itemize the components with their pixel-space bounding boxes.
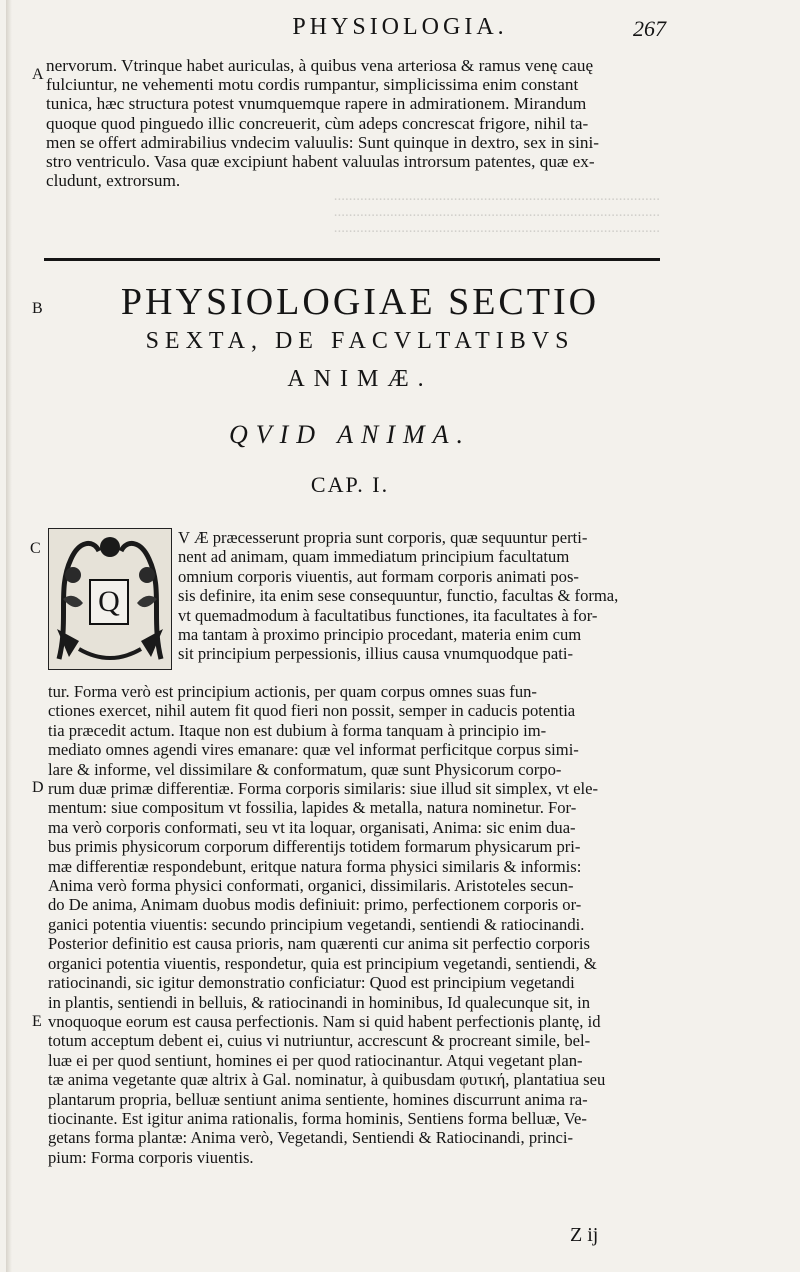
text-line: stro ventriculo. Vasa quæ excipiunt habent valuulas introrsum patentes, quæ ex- xyxy=(46,152,595,172)
main-paragraph xyxy=(48,682,668,1167)
text-line: do De anima, Animam duobus modis definiuit: primo, perfectionem corporis or- xyxy=(48,895,582,915)
margin-marker-c: C xyxy=(30,540,41,557)
text-line: men se offert admirabilius vndecim valuulis: Sunt quinque in dextro, sex in sini- xyxy=(46,132,599,152)
text-line: tia præcedit actum. Itaque non est dubium à forma tanquam à principio im- xyxy=(48,720,547,740)
section-subtitle: SEXTA, DE FACVLTATIBVS xyxy=(145,328,575,354)
text-line: tiocinante. Est igitur anima rationalis, forma hominis, Sentiens forma belluæ, Ve- xyxy=(48,1108,587,1128)
text-line: sit principium perpessionis, illius causa vnumquodque pati- xyxy=(178,644,573,664)
text-line: V Æ præcesserunt propria sunt corporis, quæ sequuntur perti- xyxy=(178,528,588,547)
text-line: vt quemadmodum à facultatibus functiones, ita facultates à for- xyxy=(178,605,598,625)
text-line: plantarum propria, belluæ sentiunt anima sentiente, homines discurrunt anima ra- xyxy=(48,1089,588,1109)
margin-marker-b: B xyxy=(32,300,43,317)
text-line: tunica, hæc structura potest vnumquemque rapere in admirationem. Mirandum xyxy=(46,94,587,114)
page-gutter-shadow xyxy=(6,0,12,1272)
text-line: organici potentia viuentis, respondetur, quia est principium vegetandi, sentiendi, & xyxy=(48,953,597,973)
question-heading: QVID ANIMA. xyxy=(228,420,472,449)
text-line: omnium corporis viuentis, aut formam corporis animati pos- xyxy=(178,566,579,586)
initial-letter: Q xyxy=(89,579,129,625)
text-line: ma verò corporis conformati, seu vt ita loquar, organisati, Anima: sic enim dua- xyxy=(48,817,576,837)
text-line: vnoquoque eorum est causa perfectionis. Nam si quid habent perfectionis plantę, id xyxy=(48,1011,601,1031)
text-line: mediato omnes agendi vires emanare: quæ vel informat perficitque corpus simi- xyxy=(48,740,579,760)
running-title: PHYSIOLOGIA. xyxy=(292,14,508,40)
text-line: nent ad animam, quam immediatum principium facultatum xyxy=(178,547,570,567)
text-line: lare & informe, vel dissimilare & conformatum, quæ sunt Physicorum corpo- xyxy=(48,759,562,779)
text-line: quoque quod pinguedo illic concreuerit, cùm adeps concrescat frigore, nihil ta- xyxy=(46,113,589,133)
margin-marker-d: D xyxy=(32,779,44,796)
text-line: totum acceptum debent ei, cuius vi nutriuntur, accrescunt & procreant simile, bel- xyxy=(48,1031,591,1051)
text-line: Posterior definitio est causa prioris, nam quærenti cur anima sit perfectio corporis xyxy=(48,934,590,954)
text-line: sis definire, ita enim sese consequuntur, functio, facultas & forma, xyxy=(178,586,619,606)
text-line: getans forma plantæ: Anima verò, Vegetandi, Sentiendi & Ratiocinandi, princi- xyxy=(48,1128,574,1148)
text-line: mentum: siue compositum vt fossilia, lapides & metalla, natura nominetur. For- xyxy=(48,798,577,818)
text-line: luæ ei per quod sentiunt, homines ei per quod ratiocinantur. Atqui vegetant plan- xyxy=(48,1050,583,1070)
text-line: rum duæ primæ differentiæ. Forma corporis similaris: siue illud sit simplex, vt ele- xyxy=(48,779,598,799)
text-line: tæ anima vegetante quæ altrix à Gal. nominatur, à quibusdam φυτική, plantatiua seu xyxy=(48,1070,606,1090)
text-line: mæ differentiæ respondebunt, eritque natura forma physici similaris & informis: xyxy=(48,856,582,876)
first-paragraph-indented xyxy=(178,528,666,664)
catchword-signature: Z ij xyxy=(570,1224,599,1246)
section-title: PHYSIOLOGIAE SECTIO xyxy=(120,281,600,323)
show-through-text: ....................................................................................... ....................................................................................... ....................................................................................... xyxy=(333,188,660,236)
text-line: pium: Forma corporis viuentis. xyxy=(48,1147,254,1167)
decorated-initial xyxy=(48,528,172,670)
text-line: Anima verò forma physici conformati, organici, dissimilaris. Aristoteles secun- xyxy=(48,876,574,896)
text-line: in plantis, sentiendi in belluis, & ratiocinandi in hominibus, Id qualecunque sit, in xyxy=(48,992,590,1012)
text-line: fulciuntur, ne vehementi motu cordis rumpantur, simplicissima enim constant xyxy=(46,75,579,95)
text-line: tur. Forma verò est principium actionis, per quam corpus omnes suas fun- xyxy=(48,682,537,701)
page-number: 267 xyxy=(633,16,666,41)
margin-marker-e: E xyxy=(32,1013,42,1030)
text-line: ctiones exercet, nihil autem fit quod fieri non possit, semper in caducis potentia xyxy=(48,701,576,721)
section-subtitle-end: ANIMÆ. xyxy=(287,366,433,392)
text-line: ganici potentia viuentis: secundo principium vegetandi, sentiendi & ratiocinandi. xyxy=(48,914,585,934)
text-line: nervorum. Vtrinque habet auriculas, à quibus vena arteriosa & ramus venę cauę xyxy=(46,56,594,75)
text-line: ratiocinandi, sic igitur demonstratio conficiatur: Quod est principium vegetandi xyxy=(48,973,575,993)
top-paragraph xyxy=(46,56,666,190)
page-header xyxy=(0,14,800,48)
text-line: ma tantam à proximo principio procedant, materia enim cum xyxy=(178,625,582,645)
margin-marker-a: A xyxy=(32,66,44,83)
text-line: cludunt, extrorsum. xyxy=(46,171,181,191)
chapter-heading: CAP. I. xyxy=(310,472,390,497)
section-rule xyxy=(44,258,660,261)
text-line: bus primis physicorum corporum differentijs totidem formarum physicarum pri- xyxy=(48,837,581,857)
